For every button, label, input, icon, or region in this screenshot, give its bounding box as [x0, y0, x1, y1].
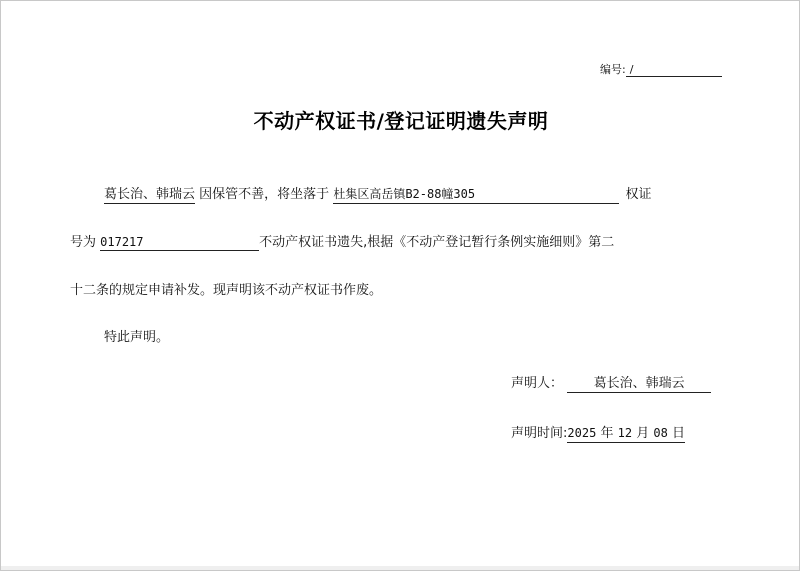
- document-title: 不动产权证书/登记证明遗失声明: [253, 109, 549, 133]
- date-line: [511, 425, 685, 443]
- date-month: 12: [617, 426, 633, 440]
- date-year-unit: 年: [600, 426, 614, 441]
- page-bottom-edge: [1, 566, 799, 570]
- text-segment-d: 不动产权证书遗失,根据《不动产登记暂行条例实施细则》第二: [259, 235, 615, 250]
- closing-text: [104, 329, 169, 347]
- declarant-label: 声明人：: [511, 376, 564, 391]
- property-location: 杜集区高岳镇B2-88幢305: [333, 186, 619, 204]
- date-year: 2025: [567, 426, 597, 440]
- declaration-date: [567, 425, 685, 443]
- date-day: 08: [653, 426, 668, 440]
- serial-number: [600, 61, 722, 77]
- serial-label: 编号:: [600, 63, 626, 76]
- certificate-number: 017217: [100, 234, 259, 251]
- text-segment-b: 权证: [625, 187, 652, 202]
- paragraph-line-1: [104, 186, 651, 204]
- date-label: 声明时间:: [511, 426, 568, 441]
- paragraph-line-3: [70, 282, 382, 300]
- declarant-name: 葛长治、韩瑞云: [567, 376, 711, 393]
- text-segment-c: 号为: [70, 235, 97, 250]
- owner-names: 葛长治、韩瑞云: [104, 187, 196, 202]
- date-day-unit: 日: [671, 426, 685, 441]
- paragraph-line-2: [70, 234, 614, 252]
- text-segment-e: 十二条的规定申请补发。现声明该不动产权证书作废。: [70, 283, 383, 298]
- closing-statement: 特此声明。: [104, 330, 170, 345]
- serial-value: /: [626, 63, 722, 77]
- date-month-unit: 月: [636, 426, 650, 441]
- declarant-line: [511, 375, 711, 393]
- text-segment-a: 因保管不善，将坐落于: [199, 187, 330, 202]
